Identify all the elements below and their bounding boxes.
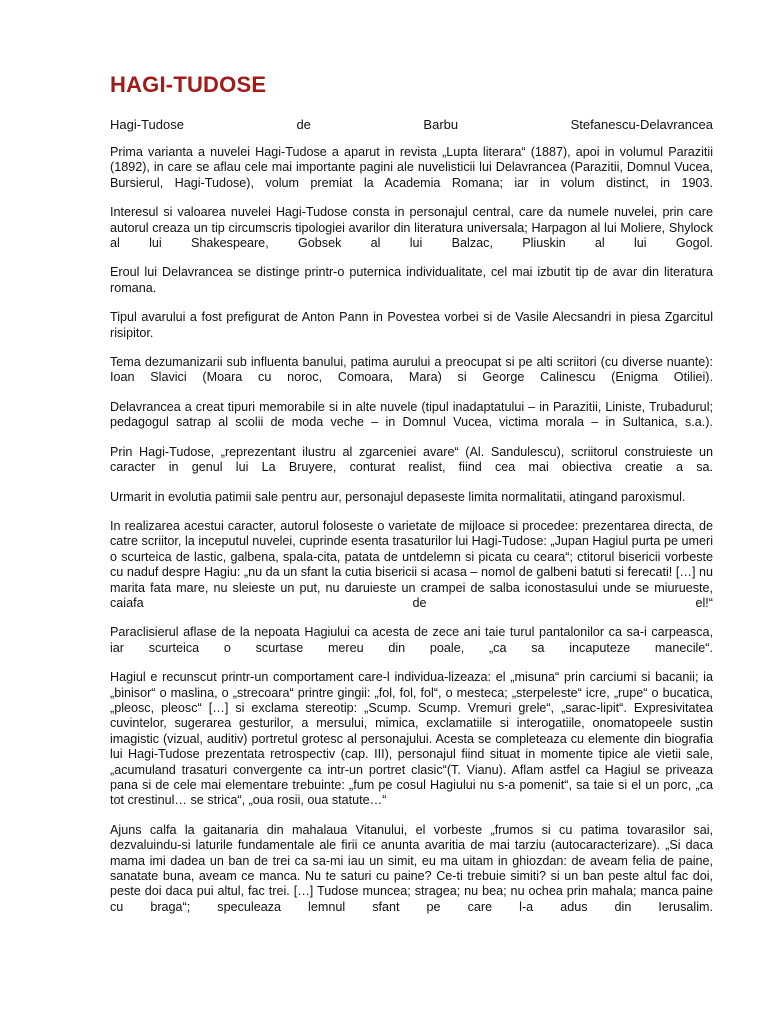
byline-first-name: Barbu	[423, 117, 459, 132]
paragraph: Prima varianta a nuvelei Hagi-Tudose a aparut in revista „Lupta literara“ (1887), apoi in volumul Parazitii (1892), in care se aflau cele mai importante pagini ale nuvelisticii lui Delavrancea (Parazitii, Domnul Vucea, Bursierul, Hagi-Tudose), volum premiat la Academia Romana; iar in volum distinct, in 1903.	[110, 145, 713, 190]
byline-work: Hagi-Tudose	[110, 117, 184, 132]
document-title: HAGI-TUDOSE	[110, 72, 267, 97]
paragraph: Paraclisierul aflase de la nepoata Hagiului ca acesta de zece ani taie turul pantalonilor ca sa-i carpeasca, iar scurteica o scurtase mereu din poale, „ca sa incaputeze manecile“.	[110, 625, 713, 655]
paragraph: Prin Hagi-Tudose, „reprezentant ilustru al zgarceniei avare“ (Al. Sandulescu), scriitorul construieste un caracter in genul lui La Bruyere, conturat realist, fiind cea mai obiectiva creatie a sa.	[110, 444, 713, 475]
paragraph: Urmarit in evolutia patimii sale pentru aur, personajul depaseste limita normalitatii, atingand paroxismul.	[110, 489, 686, 504]
paragraph: Tipul avarului a fost prefigurat de Anton Pann in Povestea vorbei si de Vasile Alecsandri in piesa Zgarcitul risipitor.	[110, 310, 713, 340]
paragraph: Delavrancea a creat tipuri memorabile si in alte nuvele (tipul inadaptatului – in Parazitii, Liniste, Trubadurul; pedagogul satrap al scolii de moda veche – in Domnul Vucea, victima morala – in Sultanica, s.a.).	[110, 399, 713, 430]
byline-last-name: Stefanescu-Delavrancea	[570, 117, 713, 132]
byline-prep: de	[296, 117, 311, 132]
paragraph: Tema dezumanizarii sub influenta banului, patima aurului a preocupat si pe alti scriitori (cu diverse nuante): Ioan Slavici (Moara cu noroc, Comoara, Mara) si George Calinescu (Enigma Otiliei).	[110, 355, 713, 385]
paragraph: Eroul lui Delavrancea se distinge printr-o puternica individualitate, cel mai izbutit tip de avar din literatura romana.	[110, 265, 713, 295]
byline	[110, 117, 713, 133]
paragraph: Ajuns calfa la gaitanaria din mahalaua Vitanului, el vorbeste „frumos si cu patima tovarasilor sai, dezvaluindu-si laturile fundamentale ale firii ce anunta avaritia de mai tarziu (autocaracterizare). „Si daca mama imi dadea un ban de trei ca sa-mi iau un simit, eu ma uitam in ghiozdan: de aveam felia de paine, sanatate buna, aveam ce manca. Nu te saturi cu paine? Ce-ti trebuie simiti? si un ban peste altul fac doi, peste doi daca pui altul, fac trei. […] Tudose muncea; stragea; nu bea; nu ochea prin mahala; manca paine cu braga“; speculeaza lemnul sfant pe care l-a adus din Ierusalim.	[110, 822, 713, 914]
paragraph: Interesul si valoarea nuvelei Hagi-Tudose consta in personajul central, care da numele nuvelei, prin care autorul creaza un tip circumscris tipologiei avarilor din literatura universala; Harpagon al lui Moliere, Shylock al lui Shakespeare, Gobsek al lui Balzac, Pliuskin al lui Gogol.	[110, 205, 713, 251]
paragraph: In realizarea acestui caracter, autorul foloseste o varietate de mijloace si procedee: prezentarea directa, de catre scriitor, la inceputul nuvelei, cuprinde esenta trasaturilor lui Hagi-Tudose: „Jupan Hagiul purta pe umeri o scurteica de lastic, galbena, spala-cita, patata de untdelemn si picata cu ceara“; ctitorul bisericii vorbeste cu naduf despre Hagiu: „nu da un sfant la cutia bisericii si acasa – nomol de galbeni batuti si ferecati! […] nu marita fata mare, nu sleieste un put, nu daruieste un crampei de salba iconostasului unde se miurueste, caiafa de el!“	[110, 518, 713, 610]
paragraph: Hagiul e recunscut printr-un comportament care-l individua-lizeaza: el „misuna“ prin carciumi si bacanii; ia „binisor“ o maslina, o „strecoara“ printre gingii: „fol, fol, fol“, o mesteca; „sterpeleste“ icre, „rupe“ o bucatica, „pleosc, pleosc“ […] si exclama stereotip: „Scump. Scump. Vremuri grele“, „sarac-lipit“. Expresivitatea cuvintelor, sugerarea gesturilor, a mersului, mimica, exclamatiile si interogatiile, onomatopeele sustin imagistic (vizual, auditiv) portretul grotesc al personajului. Acesta se completeaza cu elemente din biografia lui Hagi-Tudose prezentata retrospectiv (cap. III), personajul fiind situat in momente tipice ale vietii sale, „acumuland trasaturi convergente ca intr-un portret clasic“(T. Vianu). Aflam astfel ca Hagiul se priveaza pana si de cele mai elementare trebuinte: „fum pe cosul Hagiului nu s-a pomenit“, sa taie si el un porc, „ca tot crestinul… se strica“, „oua rosii, oua statute…“	[110, 670, 713, 808]
